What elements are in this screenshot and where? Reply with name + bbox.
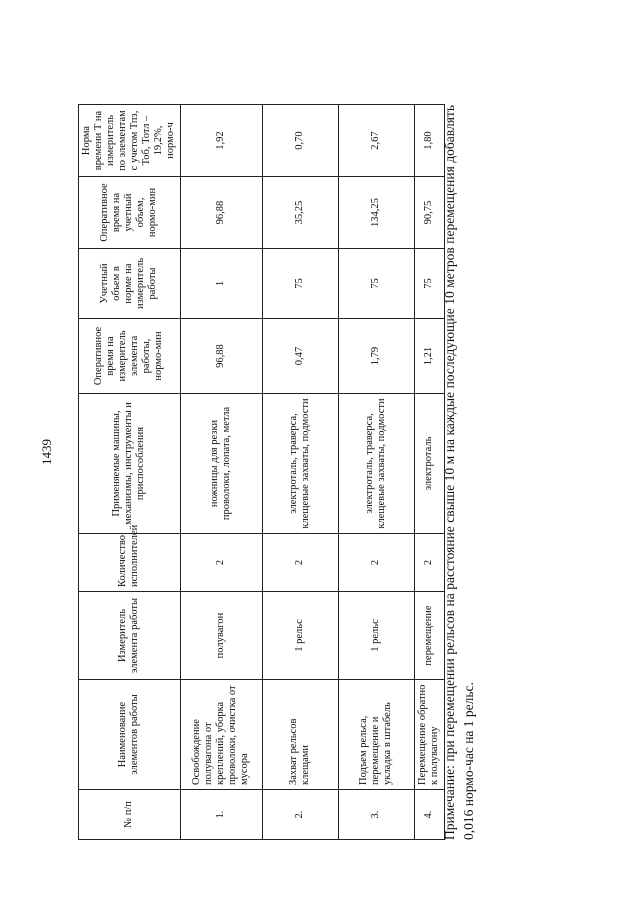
table-cell: Подъем рельса, перемещение и укладка в штабель (338, 680, 414, 790)
table-cell: 1 рельс (338, 592, 414, 680)
header-cell: Количество исполнителей (79, 534, 181, 592)
table-header-row (79, 105, 181, 840)
table-cell: 96,88 (180, 319, 262, 394)
table-cell: Перемещение обратно к полувагону (414, 680, 444, 790)
table-cell: электроталь, траверса, клещевые захваты, подмости (338, 394, 414, 534)
table-cell: электроталь (414, 394, 444, 534)
table-cell: 75 (414, 249, 444, 319)
table-cell: Освобождение полувагона от креплений, уборка проволоки, очистка от мусора (180, 680, 262, 790)
rotated-page-content (78, 105, 638, 840)
table-cell: 3. (338, 790, 414, 840)
header-cell: Учетный объем в норме на измеритель работы (79, 249, 181, 319)
table-cell: 1,21 (414, 319, 444, 394)
header-cell: Оперативное время на измеритель элемента работы, нормо-мин (79, 319, 181, 394)
table-row (338, 105, 414, 840)
table-cell: полувагон (180, 592, 262, 680)
header-cell: № п/п (79, 790, 181, 840)
table-cell: 1,92 (180, 105, 262, 177)
header-cell: Измеритель элемента работы (79, 592, 181, 680)
header-cell: Оперативное время на учетный объем, нормо-мин (79, 177, 181, 249)
table-cell: 4. (414, 790, 444, 840)
table-cell: 1 рельс (262, 592, 338, 680)
header-cell: Наименование элементов работы (79, 680, 181, 790)
page-number: 1439 (39, 439, 54, 465)
table-row (180, 105, 262, 840)
table-cell: 1 (180, 249, 262, 319)
table-cell: 2 (180, 534, 262, 592)
table-cell: 2. (262, 790, 338, 840)
table-cell: 90,75 (414, 177, 444, 249)
table-cell: 35,25 (262, 177, 338, 249)
norm-table (78, 104, 445, 840)
table-note: Примечание: при перемещении рельсов на расстояние свыше 10 м на каждые последующие 10 метров перемещения добавлять 0,016 нормо-час на 1 рельс. (442, 105, 476, 840)
table-cell: ножницы для резки проволоки, лопата, метла (180, 394, 262, 534)
table-cell: 1,79 (338, 319, 414, 394)
table-cell: Захват рельсов клещами (262, 680, 338, 790)
table-cell: 75 (338, 249, 414, 319)
table-row (262, 105, 338, 840)
table-cell: 2 (262, 534, 338, 592)
table-cell: 75 (262, 249, 338, 319)
table-cell: 134,25 (338, 177, 414, 249)
header-cell: Норма времени Т на измеритель по элементам с учетом Тпз, Тоб, Тотл – 19,2%, нормо-ч (79, 105, 181, 177)
table-cell: электроталь, траверса, клещевые захваты, подмости (262, 394, 338, 534)
table-cell: 0,70 (262, 105, 338, 177)
table-cell: 2,67 (338, 105, 414, 177)
table-cell: 0,47 (262, 319, 338, 394)
table-cell: 2 (338, 534, 414, 592)
table-cell: 1. (180, 790, 262, 840)
header-cell: Применяемые машины, механизмы, инструменты и приспособления (79, 394, 181, 534)
table-cell: перемещение (414, 592, 444, 680)
table-cell: 96,88 (180, 177, 262, 249)
table-cell: 2 (414, 534, 444, 592)
table-cell: 1,80 (414, 105, 444, 177)
